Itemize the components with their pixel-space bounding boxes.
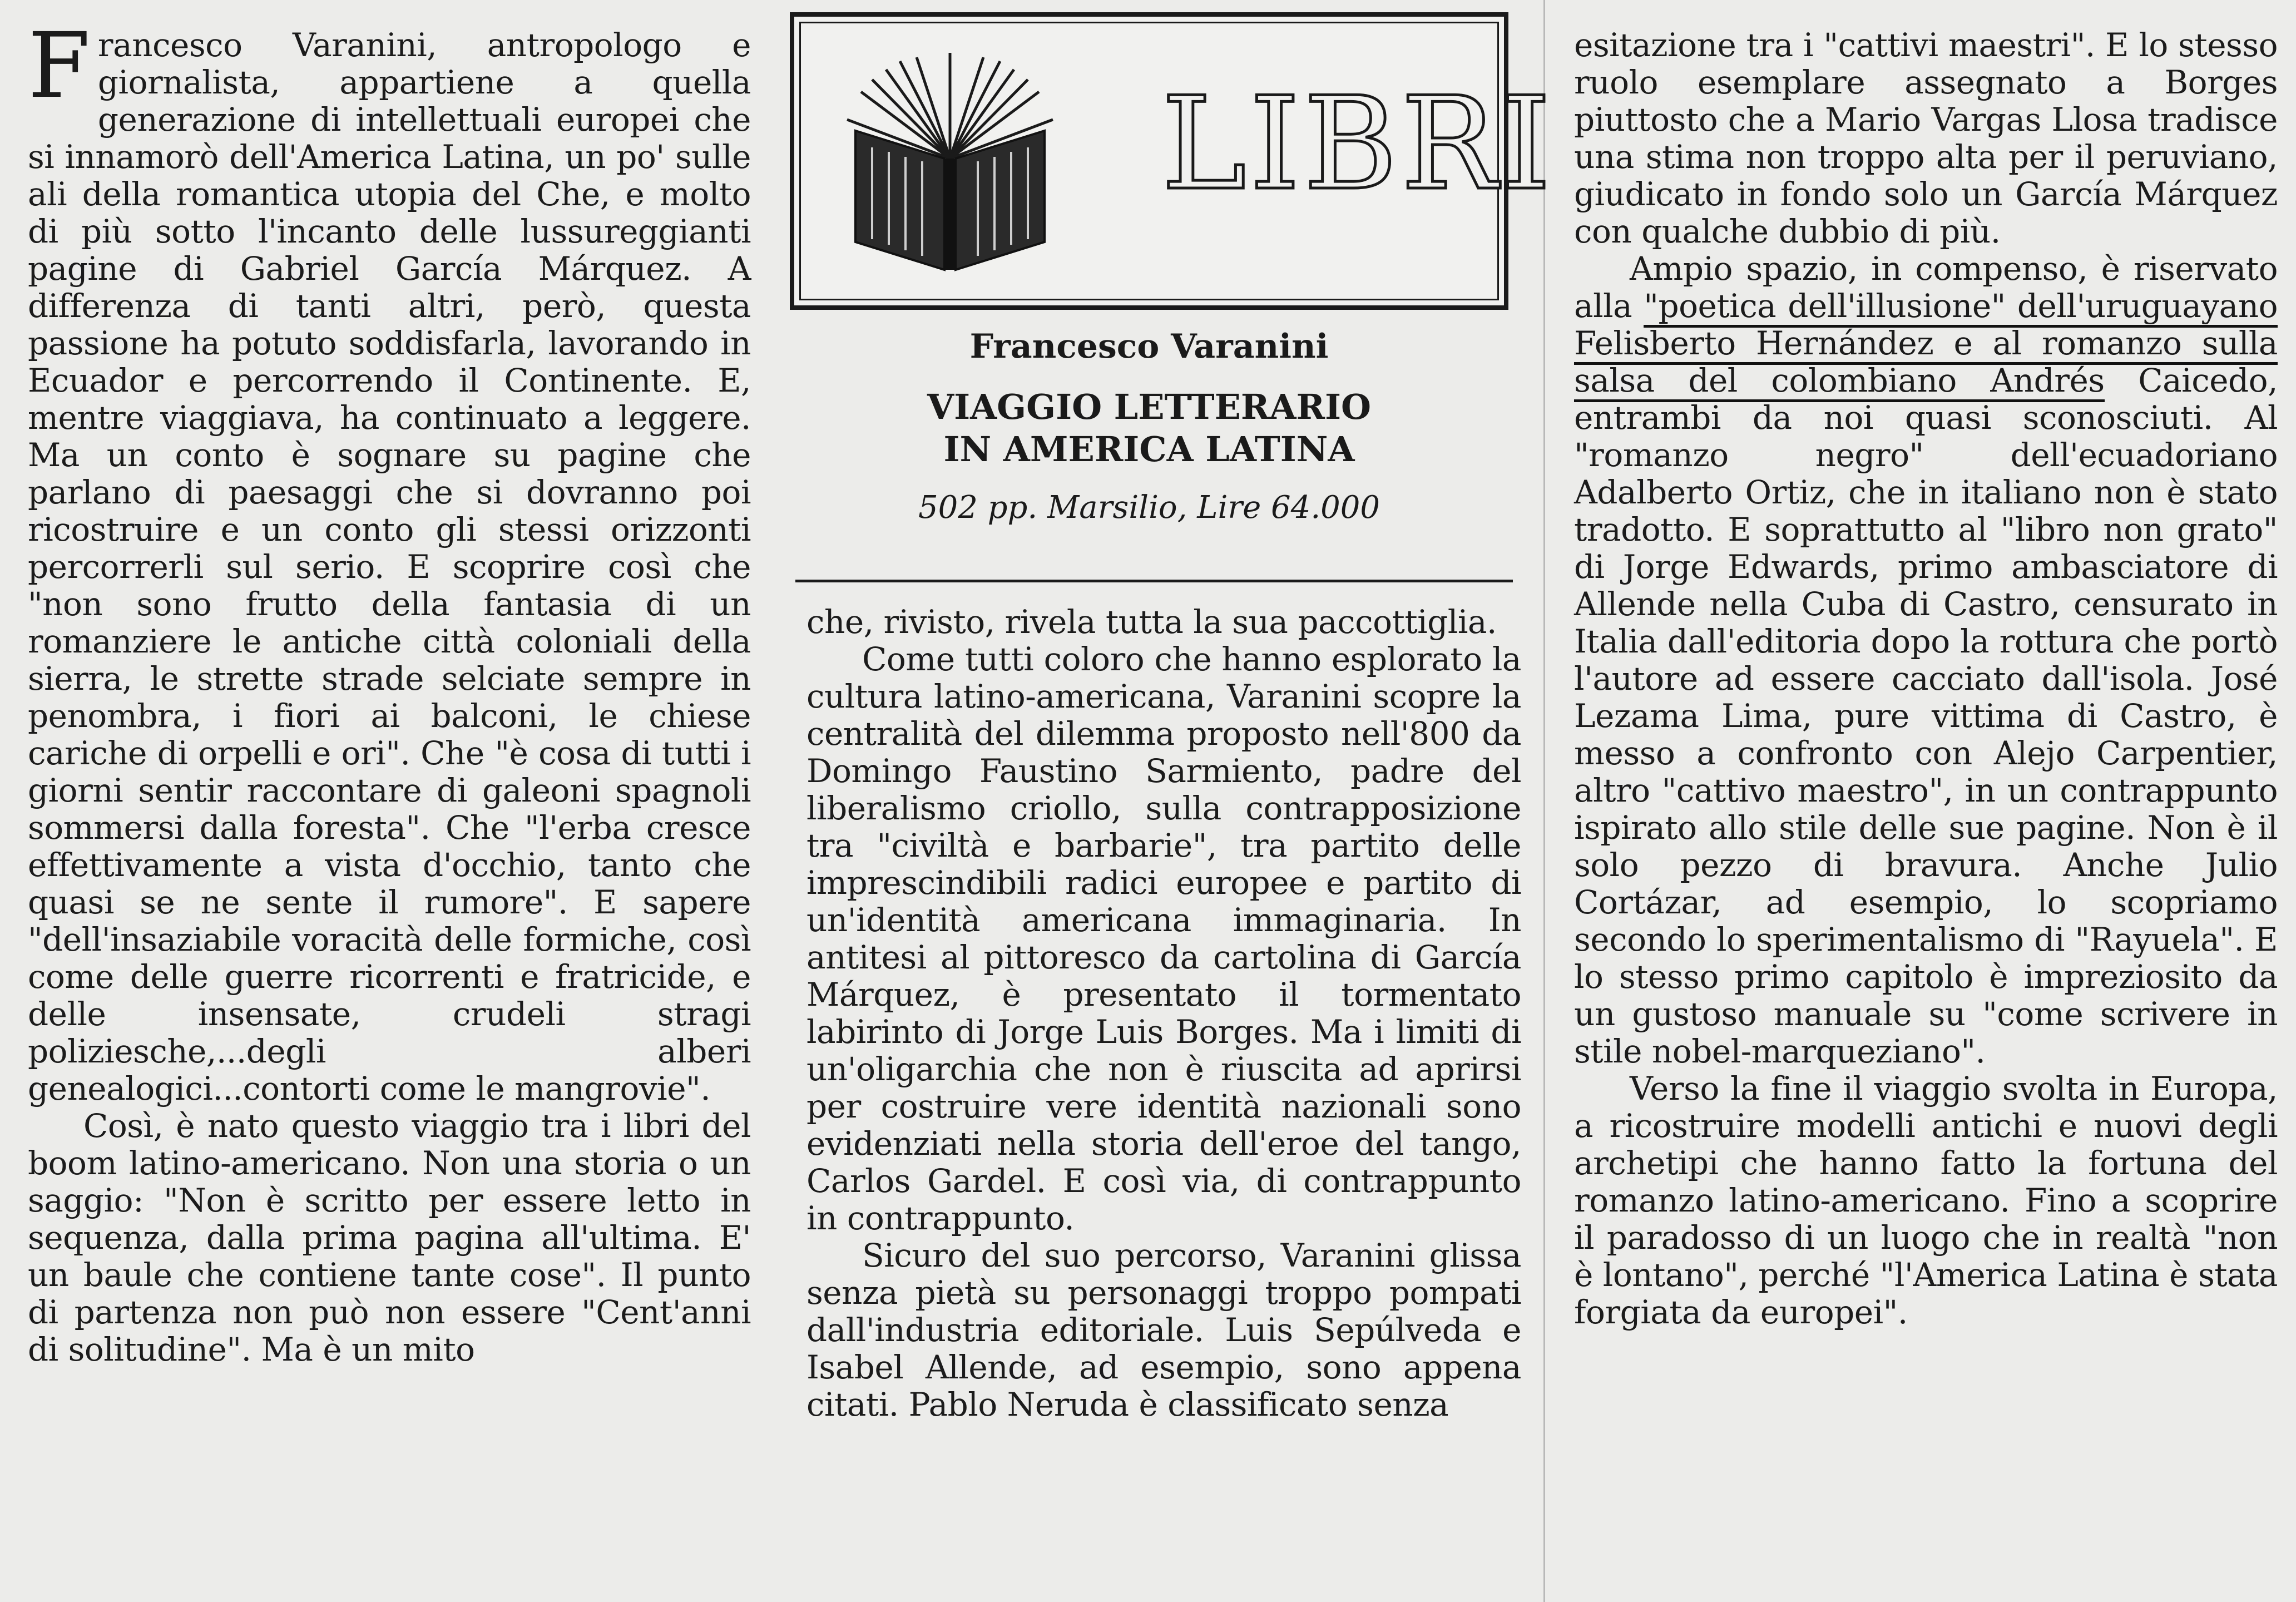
horizontal-rule [795,580,1513,582]
book-info [790,317,1508,526]
article-column-1 [28,14,751,1368]
book-title [790,386,1508,471]
book-title-line: VIAGGIO LETTERARIO [927,387,1372,427]
paragraph: Sicuro del suo percorso, Varanini glissa senza pietà su personaggi troppo pompati dall'industria editoriale. Luis Sepúlveda e Isabel Allende, ad esempio, sono appena citati. Pablo Neruda è classificato senza [806,1237,1521,1423]
section-logo-wordmark: LIBRI [1161,70,1555,219]
paragraph: Verso la fine il viaggio svolta in Europa, a ricostruire modelli antichi e nuovi degli archetipi che hanno fatto la fortuna del romanzo latino-americano. Fino a scoprire il paradosso di un luogo che in realtà "non è lontano", perché "l'America Latina è stata forgiata da europei". [1574,1070,2278,1331]
book-publication-details: 502 pp. Marsilio, Lire 64.000 [918,490,1380,526]
article-column-3 [1574,27,2278,1331]
book-title-line: IN AMERICA LATINA [943,429,1355,469]
paragraph [28,14,751,1107]
open-book-icon [833,47,1067,281]
drop-cap: F [28,14,90,118]
paragraph-text: Caicedo, entrambi da noi quasi sconosciuti. Al "romanzo negro" dell'ecuadoriano Adalberto Ortiz, che in italiano non è stato tradotto. E soprattutto al "libro non grato" di Jorge Edwards, primo ambasciatore di Allende nella Cuba di Castro, censurato in Italia dall'editoria dopo la rottura che portò l'autore ad essere cacciato dall'isola. José Lezama Lima, pure vittima di Castro, è messo a confronto con Alejo Carpentier, altro "cattivo maestro", in un contrappunto ispirato allo stile delle sue pagine. Non è il solo pezzo di bravura. Anche Julio Cortázar, ad esempio, lo scopriamo secondo lo sperimentalismo di "Rayuela". E lo stesso primo capitolo è impreziosito da un gustoso manuale su "come scrivere in stile nobel-marqueziano". [1574,362,2278,1070]
paragraph-text: rancesco Varanini, antropologo e giornalista, appartiene a quella generazione di intellettuali europei che si innamorò dell'America Latina, un po' sulle ali della romantica utopia del Che, e molto di più sotto l'incanto delle lussureggianti pagine di Gabriel García Márquez. A differenza di tanti altri, però, questa passione ha potuto soddisfarla, lavorando in Ecuador e percorrendo il Continente. E, mentre viaggiava, ha continuato a leggere. Ma un conto è sognare su pagine che parlano di paesaggi che si dovranno poi ricostruire e un conto gli stessi orizzonti percorrerli sul serio. E scoprire così che "non sono frutto della fantasia di un romanziere le antiche città coloniali della sierra, le strette strade selciate sempre in penombra, i fiori ai balconi, le chiese cariche di orpelli e ori". Che "è cosa di tutti i giorni sentir raccontare di galeoni spagnoli sommersi dalla foresta". Che "l'erba cresce effettivamente a vista d'occhio, tanto che quasi se ne sente il rumore". E sapere "dell'insaziabile voracità delle formiche, così come delle guerre ricorrenti e fratricide, e delle insensate, crudeli stragi poliziesche,...degli alberi genealogici...contorti come le mangrovie". [28,26,751,1107]
paragraph: Come tutti coloro che hanno esplorato la cultura latino-americana, Varanini scopre la centralità del dilemma proposto nell'800 da Domingo Faustino Sarmiento, padre del liberalismo criollo, sulla contrapposizione tra "civiltà e barbarie", tra partito delle imprescindibili radici europee e partito di un'identità americana immaginaria. In antitesi al pittoresco da cartolina di García Márquez, è presentato il tormentato labirinto di Jorge Luis Borges. Ma i limiti di un'oligarchia che non è riuscita ad aprirsi per costruire vere identità nazionali sono evidenziati nella storia dell'eroe del tango, Carlos Gardel. E così via, di contrappunto in contrappunto. [806,640,1521,1237]
handwritten-underline-passage: "poetica dell'illusione" dell'uruguayano Felisberto Hernández e al romanzo sulla salsa del colombiano Andrés [1574,287,2278,402]
paragraph [1574,250,2278,1070]
paragraph: che, rivisto, rivela tutta la sua paccottiglia. [806,603,1497,641]
book-author: Francesco Varanini [969,327,1329,366]
article-column-2 [806,604,1521,1423]
section-logo-box [790,12,1555,310]
paragraph-text: Ampio spazio, in compenso, è riservato alla [1574,250,2278,325]
paragraph: Così, è nato questo viaggio tra i libri del boom latino-americano. Non una storia o un saggio: "Non è scritto per essere letto in sequenza, dalla prima pagina all'ultima. E' un baule che contiene tante cose". Il punto di partenza non può non essere "Cent'anni di solitudine". Ma è un mito [28,1107,751,1368]
paragraph: esitazione tra i "cattivi maestri". E lo stesso ruolo esemplare assegnato a Borges piuttosto che a Mario Vargas Llosa tradisce una stima non troppo alta per il peruviano, giudicato in fondo solo un García Márquez con qualche dubbio di più. [1574,26,2278,250]
column-divider [1543,0,1545,1602]
